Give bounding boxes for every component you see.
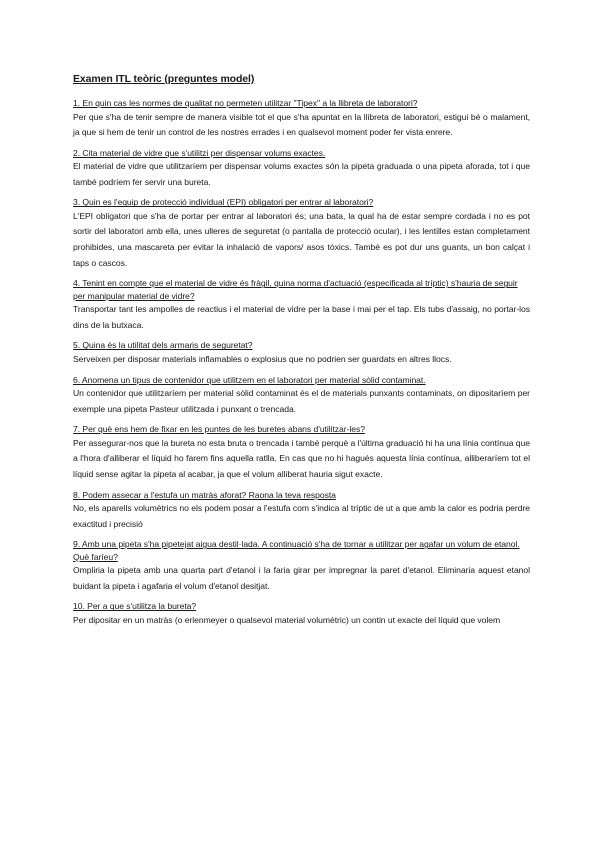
answer-text: Un contenidor que utilitzaríem per material sòlid contaminat és el de materials punxants contaminats, on dipositaríem per exemple una pipeta Pasteur utilitzada i punxant o trencada. [73, 388, 530, 414]
answer-text: El material de vidre que utilitzaríem per dispensar volums exactes són la pipeta graduada o una pipeta aforada, tot i que també podríem fer servir una bureta. [73, 161, 530, 187]
question-block-3 [73, 196, 530, 271]
question-block-4 [73, 277, 530, 333]
answer-text: L'EPI obligatori que s'ha de portar per entrar al laboratori és; una bata, la qual ha de estar sempre cordada i no es pot sortir del laboratori amb ella, unes ulleres de seguretat (o pantalla de protecció ocular), i les lentilles estan completament prohibides, una mascareta per evitar la inhalació de vapors/ asos tòxics. També es pot dur uns guants, un bon calçat i taps o cascos. [73, 210, 530, 268]
question-text: 9. Amb una pipeta s'ha pipetejat aigua destil·lada. A continuació s'ha de tornar a utilitzar per agafar un volum de etanol. Què faríeu? [73, 539, 520, 562]
question-text: 7. Per què ens hem de fixar en les puntes de les buretes abans d'utilitzar-les? [73, 424, 365, 435]
answer-text: Ompliria la pipeta amb una quarta part d'etanol i la faria girar per impregnar la paret d'etanol. Eliminaria aquest etanol buidant la pipeta i agafaria el volum d'etanol desitjat. [73, 565, 530, 591]
answer-text: Serveixen per disposar materials inflamables o explosius que no podrien ser guardats en altres llocs. [73, 353, 452, 364]
question-block-5 [73, 339, 530, 367]
question-text: 5. Quina és la utilitat dels armaris de seguretat? [73, 340, 253, 351]
question-block-6 [73, 374, 530, 418]
question-text: 8. Podem assecar a l'estufa un matràs aforat? Raona la teva resposta [73, 489, 336, 500]
question-text: 10. Per a que s'utilitza la bureta? [73, 601, 197, 612]
document-title: Examen ITL teòric (preguntes model) [73, 73, 255, 85]
question-text: 6. Anomena un tipus de contenidor que utilitzem en el laboratori per material sòlid contaminat. [73, 374, 426, 385]
answer-text: Transportar tant les ampolles de reactius i el material de vidre per la base i mai per el tap. Els tubs d'assaig, no portar-los dins de la butxaca. [73, 304, 530, 330]
question-block-10 [73, 600, 530, 628]
answer-text: Per dipositar en un matràs (o erlenmeyer o qualsevol material volumètric) un contin ut exacte del líquid que volem [73, 614, 501, 625]
question-text: 2. Cita material de vidre que s'utilitzi per dispensar volums exactes. [73, 147, 326, 158]
question-text: 4. Tenint en compte que el material de vidre és fràgil, quina norma d'actuació (especificada al tríptic) s'hauria de seguir per manipular material de vidre? [73, 278, 518, 301]
question-block-1 [73, 97, 530, 141]
question-block-7 [73, 423, 530, 482]
question-text: 1. En quin cas les normes de qualitat no permeten utilitzar "Tipex" a la llibreta de laboratori? [73, 98, 418, 108]
answer-text: Per que s'ha de tenir sempre de manera visible tot el que s'ha apuntat en la llibreta de laboratori, estigui bé o malament, ja que si hem de tenir un control de les nostres errades i en qualsevol moment poder fer vista enrere. [73, 111, 530, 138]
answer-text: No, els aparells volumètrics no els podem posar a l'estufa com s'indica al tríptic de ut a que amb la calor es podria perdre exactitud i precisió [73, 503, 530, 529]
question-text: 3. Quin es l'equip de protecció individual (EPI) obligatori per entrar al laboratori? [73, 197, 374, 208]
question-block-8 [73, 489, 530, 533]
question-block-2 [73, 147, 530, 191]
answer-text: Per assegurar-nos que la bureta no esta bruta o trencada i també perquè a l'última graduació hi ha una línia contínua que a l'hora d'alliberar el líquid ho farem fins aquella ratlla. En cas que no hi hagués aquesta línia contínua, alliberaríem tot el líquid sense agitar la pipeta al acabar, ja que el volum alliberat hauria sigut exacte. [73, 437, 530, 479]
question-block-9 [73, 538, 530, 594]
